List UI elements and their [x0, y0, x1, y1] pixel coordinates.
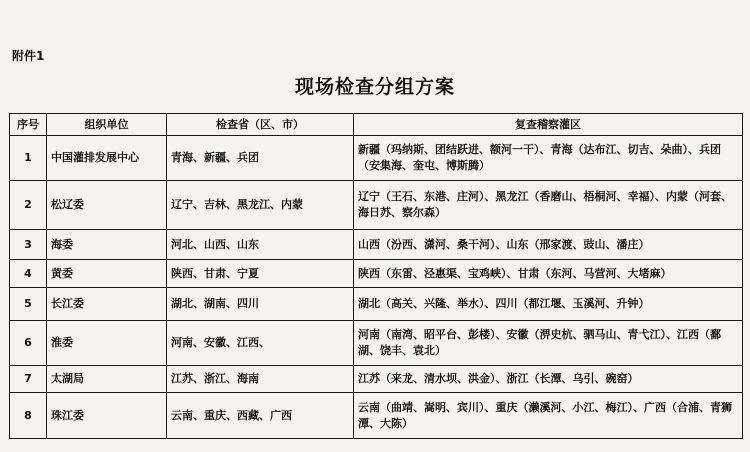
- row-org: 黄委: [47, 260, 167, 288]
- row-provinces: 云南、重庆、西藏、广西: [167, 393, 354, 439]
- row-org: 海委: [47, 230, 167, 260]
- row-provinces: 湖北、湖南、四川: [167, 288, 354, 321]
- row-areas: 湖北（高关、兴隆、举水）、四川（都江堰、玉溪河、升钟）: [354, 288, 743, 321]
- row-provinces: 河北、山西、山东: [167, 230, 354, 260]
- row-areas: 云南（曲靖、嵩明、宾川）、重庆（濑溪河、小江、梅江）、广西（合浦、青狮潭、大陈）: [354, 393, 743, 439]
- row-provinces: 辽宁、吉林、黑龙江、内蒙: [167, 181, 354, 230]
- table-row: [10, 393, 743, 439]
- row-org: 太湖局: [47, 366, 167, 393]
- header-provinces: 检查省（区、市）: [167, 114, 354, 136]
- row-provinces: 河南、安徽、江西、: [167, 321, 354, 366]
- row-no: 4: [10, 260, 47, 288]
- row-provinces: 江苏、浙江、海南: [167, 366, 354, 393]
- row-no: 3: [10, 230, 47, 260]
- row-areas: 山西（汾西、潇河、桑干河）、山东（邢家渡、豉山、潘庄）: [354, 230, 743, 260]
- header-org: 组织单位: [47, 114, 167, 136]
- row-org: 中国灌排发展中心: [47, 136, 167, 181]
- row-areas: 河南（南湾、昭平台、彭楼）、安徽（淠史杭、驷马山、青弋江）、江西（鄱湖、饶丰、袁北）: [354, 321, 743, 366]
- header-no: 序号: [10, 114, 47, 136]
- row-areas: 江苏（来龙、清水坝、洪金）、浙江（长潭、乌引、碗窑）: [354, 366, 743, 393]
- row-areas: 辽宁（王石、东港、庄河）、黑龙江（香磨山、梧桐河、幸福）、内蒙（河套、海日苏、察尔森）: [354, 181, 743, 230]
- row-areas: 新疆（玛纳斯、团结跃进、额河一干）、青海（达布江、切吉、朵曲）、兵团（安集海、奎屯、博斯腾）: [354, 136, 743, 181]
- attachment-label: 附件1: [12, 49, 45, 63]
- row-no: 5: [10, 288, 47, 321]
- row-areas: 陕西（东雷、泾惠渠、宝鸡峡）、甘肃（东河、马营河、大堵麻）: [354, 260, 743, 288]
- table-row: [10, 260, 743, 288]
- table-row: [10, 321, 743, 366]
- row-no: 7: [10, 366, 47, 393]
- table-row: [10, 136, 743, 181]
- table-header-row: [10, 114, 743, 136]
- table-row: [10, 181, 743, 230]
- table-row: [10, 230, 743, 260]
- row-org: 珠江委: [47, 393, 167, 439]
- document-title: 现场检查分组方案: [294, 76, 455, 98]
- row-org: 长江委: [47, 288, 167, 321]
- row-no: 1: [10, 136, 47, 181]
- inspection-group-table: [9, 113, 743, 439]
- row-no: 2: [10, 181, 47, 230]
- table-row: [10, 288, 743, 321]
- row-no: 8: [10, 393, 47, 439]
- row-provinces: 青海、新疆、兵团: [167, 136, 354, 181]
- table-row: [10, 366, 743, 393]
- row-org: 淮委: [47, 321, 167, 366]
- row-org: 松辽委: [47, 181, 167, 230]
- row-provinces: 陕西、甘肃、宁夏: [167, 260, 354, 288]
- header-areas: 复查稽察灌区: [354, 114, 743, 136]
- row-no: 6: [10, 321, 47, 366]
